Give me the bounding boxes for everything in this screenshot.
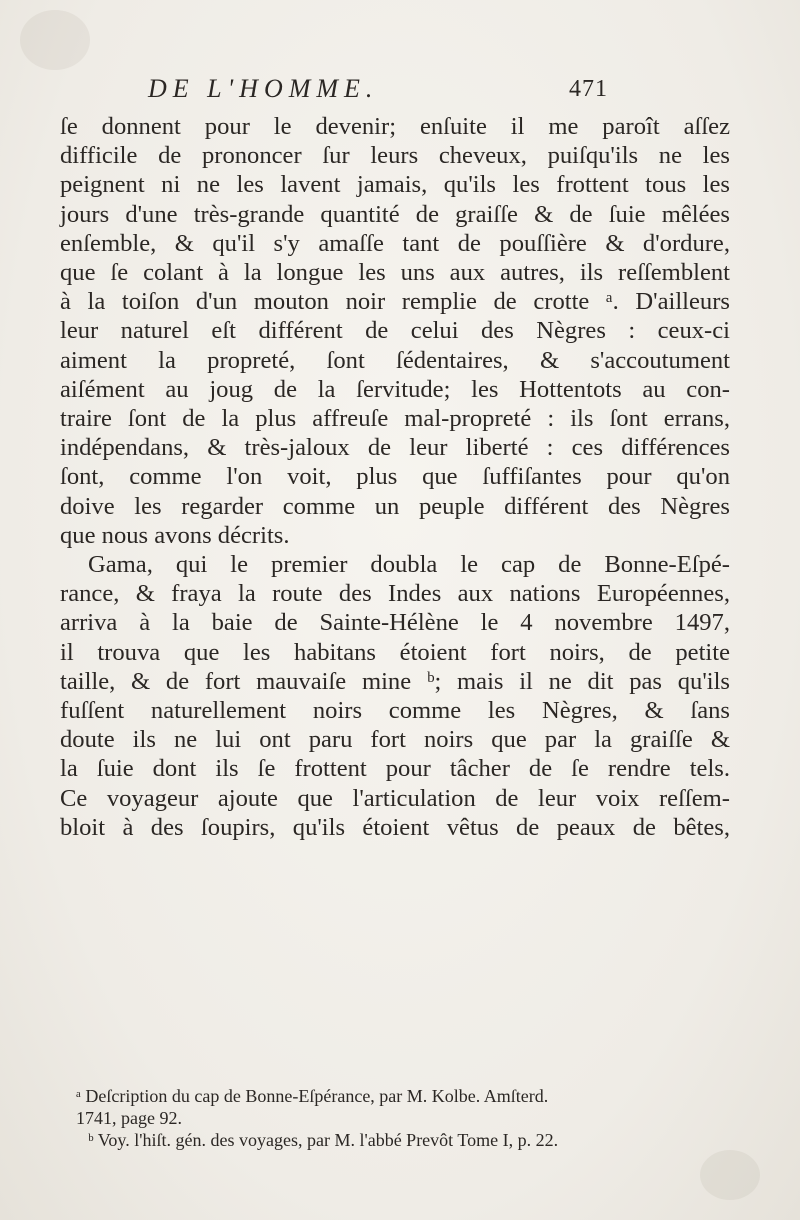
text-line: que ſe colant à la longue les uns aux autres, ils reſſemblent <box>60 259 730 287</box>
text-line: fuſſent naturellement noirs comme les Nègres, & ſans <box>60 697 730 725</box>
text-line: aiſément au joug de la ſervitude; les Hottentots au con- <box>60 375 730 403</box>
text-line: difficile de prononcer ſur leurs cheveux, puiſqu'ils ne les <box>60 142 730 170</box>
footnotes <box>76 1085 686 1151</box>
header-title: DE L'HOMME. <box>148 74 379 103</box>
footnote-b: ᵇ Voy. l'hiſt. gén. des voyages, par M. l'abbé Prevôt Tome I, p. 22. <box>88 1130 559 1150</box>
footnote-a: ᵃ Deſcription du cap de Bonne-Eſpérance, par M. Kolbe. Amſterd. <box>76 1086 549 1106</box>
running-header <box>148 74 608 114</box>
paper-stain <box>700 1150 760 1200</box>
text-line: que nous avons décrits. <box>60 521 290 549</box>
text-line: indépendans, & très-jaloux de leur liberté : ces différences <box>60 434 730 462</box>
footnote-a-cont: 1741, page 92. <box>76 1108 182 1128</box>
text-line: taille, & de fort mauvaiſe mine ᵇ; mais il ne dit pas qu'ils <box>60 667 730 695</box>
text-line: ſe donnent pour le devenir; enſuite il me paroît aſſez <box>60 113 730 140</box>
paper-stain <box>20 10 90 70</box>
text-line: il trouva que les habitans étoient fort noirs, de petite <box>60 638 730 666</box>
text-line: enſemble, & qu'il s'y amaſſe tant de pouſſière & d'ordure, <box>60 229 730 257</box>
text-line: à la toiſon d'un mouton noir remplie de crotte ᵃ. D'ailleurs <box>60 288 730 316</box>
text-line: doive les regarder comme un peuple différent des Nègres <box>60 492 730 520</box>
text-line: bloit à des ſoupirs, qu'ils étoient vêtus de peaux de bêtes, <box>60 813 730 841</box>
text-line: peignent ni ne les lavent jamais, qu'ils les frottent tous les <box>60 171 730 199</box>
text-line: aiment la propreté, ſont ſédentaires, & s'accoutument <box>60 346 730 374</box>
body-text <box>60 112 730 842</box>
page-number: 471 <box>569 76 608 102</box>
text-line: arriva à la baie de Sainte-Hélène le 4 novembre 1497, <box>60 609 730 637</box>
text-line: la ſuie dont ils ſe frottent pour tâcher de ſe rendre tels. <box>60 755 730 783</box>
text-line: jours d'une très-grande quantité de graiſſe & de ſuie mêlées <box>60 200 730 228</box>
text-line: leur naturel eſt différent de celui des Nègres : ceux-ci <box>60 317 730 345</box>
text-line: Ce voyageur ajoute que l'articulation de leur voix reſſem- <box>60 784 730 812</box>
text-line: traire ſont de la plus affreuſe mal-propreté : ils ſont errans, <box>60 405 730 433</box>
text-line: rance, & fraya la route des Indes aux nations Européennes, <box>60 580 730 608</box>
text-line: Gama, qui le premier doubla le cap de Bonne-Eſpé- <box>88 551 730 579</box>
text-line: doute ils ne lui ont paru fort noirs que par la graiſſe & <box>60 726 730 754</box>
text-line: ſont, comme l'on voit, plus que ſuffiſantes pour qu'on <box>60 463 730 491</box>
